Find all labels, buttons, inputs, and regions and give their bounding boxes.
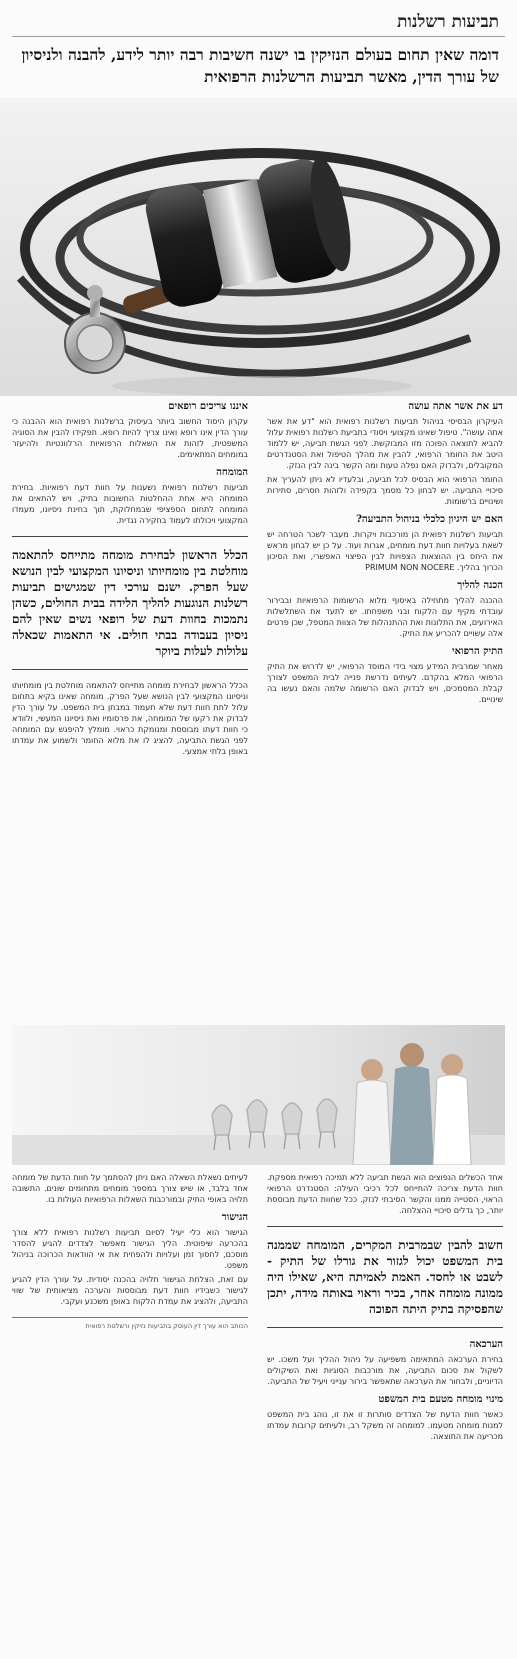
subhead-economic-logic: האם יש היגיון כלכלי בניהול התביעה? xyxy=(356,514,503,525)
paragraph: עם זאת, הצלחת הגישור תלויה בהכנה יסודית. על עורך הדין להגיע לגישור כשבידיו חוות דעת מבוססות והערכה מציאותית של שווי התביעה, ולהציג את עמדת הלקוח באופן משכנע ועקבי. xyxy=(12,1275,248,1306)
column-right-bottom xyxy=(267,1172,503,1652)
section-title: תביעות רשלנות xyxy=(397,12,499,32)
pullquote-court-expert: חשוב להבין שבמרבית המקרים, המומחה שממנה בית המשפט יכול לגזור את גורלו של התיק - לשבט או לחסד. האמת לאמיתה היא, שאילו היה ממונה מומחה אחר, בכיר וראוי באותה מידה, יתכן שהפסיקה בתיק היתה הפוכה xyxy=(267,1238,503,1316)
paragraph: ההכנה להליך מתחילה באיסוף מלוא הרשומות הרפואיות ובבירור עובדתי מקיף עם הלקוח ובני משפחתו. יש לתעד את השתלשלות האירועים, את התלונות ואת ההתנהלות של הצוות המטפל, שכן פרטים אלה עשויים להכריע את התיק. xyxy=(267,596,503,638)
subhead-the-expert: המומחה xyxy=(216,467,248,478)
paragraph: אחד הכשלים הנפוצים הוא הגשת תביעה ללא תמיכה רפואית מספקת. חוות הדעת צריכה להתייחס לכל רכיבי העילה: הסטנדרט הרפואי הראוי, הסטייה ממנו והקשר הסיבתי לנזק. ככל שחוות הדעת מבוססת יותר, כך גדלים סיכויי ההצלחה. xyxy=(267,1173,503,1215)
subhead-medical-file: התיק הרפואי xyxy=(451,646,503,657)
paragraph: בחירת הערכאה המתאימה משפיעה על ניהול ההליך ועל משכו. יש לשקול את סכום התביעה, את מורכבות הסוגיות ואת השיקולים הדיוניים, ולבחור את הערכאה שתאפשר בירור ענייני ויעיל של התביעה. xyxy=(267,1355,503,1386)
paragraph: מאחר שמרבית המידע מצוי בידי המוסד הרפואי, יש לדרוש את התיק הרפואי המלא בהקדם. לעיתים נדרשת פנייה לבית המשפט לצורך קבלת המסמכים, ויש לבדוק האם הרשומה שלמה והאם נעשו בה שינויים. xyxy=(267,662,503,704)
paragraph: כאשר חוות הדעת של הצדדים סותרות זו את זו, נוהג בית המשפט למנות מומחה מטעמו. למומחה זה משקל רב, ולעיתים קרובות עמדתו מכריעה את התוצאה. xyxy=(267,1410,503,1441)
footnote-divider xyxy=(12,1317,248,1318)
paragraph: הגישור הוא כלי יעיל לסיום תביעות רשלנות רפואית ללא צורך בהכרעה שיפוטית. הליך הגישור מאפשר לצדדים להגיע להסדר מוסכם, לחסוך זמן ועלויות ולהפחית את אי הוודאות הכרוכה בניהול משפט. xyxy=(12,1228,248,1270)
pullquote-divider xyxy=(267,1327,503,1328)
subhead-mediation: הגישור xyxy=(221,1212,248,1223)
title-divider xyxy=(12,36,505,37)
pullquote-divider xyxy=(267,1226,503,1227)
paragraph: הכלל הראשון לבחירת מומחה מתייחס להתאמה מוחלטת בין מומחיותו וניסיונו המקצועי לבין הנושא שעל הפרק. מומחה שאינו בקיא בתחום עלול לתת חוות דעת שלא תעמוד במבחן בית המשפט. על עורך הדין לבדוק את רקעו של המומחה, את פרסומיו ואת ניסיונו המעשי, ולוודא כי חוות דעתו מבוססת ומנומקת כראוי. מומלץ להיפגש עם המומחה לפני הגשת התביעה, להציג לו את מלוא החומר ולשמוע את עמדתו באופן בלתי אמצעי. xyxy=(12,681,248,756)
article-headline: דומה שאין תחום בעולם הנזיקין בו ישנה חשיבות רבה יותר לידע, להבנה ולניסיון של עורך הדין, מאשר תביעות הרשלנות הרפואית xyxy=(21,45,499,86)
subhead-the-court: הערכאה xyxy=(469,1339,503,1350)
author-footnote: הכותב הוא עורך דין העוסק בתביעות נזיקין ורשלנות רפואית xyxy=(85,1322,248,1330)
subhead-preparation: הכנה להליך xyxy=(457,580,503,591)
column-left-bottom xyxy=(12,1172,248,1652)
hero-photo-gavel-stethoscope xyxy=(0,98,517,396)
paragraph: תביעות רשלנות רפואית נשענות על חוות דעת רפואיות. בחירת המומחה היא אחת ההחלטות החשובות בתיק, ויש להתאים את המומחה לתחום הספציפי שבמחלוקת, תוך בחינת ניסיונו, מעמדו המקצועי ויכולתו לעמוד בחקירה נגדית. xyxy=(12,483,248,525)
subhead-no-need-for-doctors: איננו צריכים רופאים xyxy=(168,401,248,412)
column-left-top xyxy=(12,400,248,1025)
subhead-know-what-you-do: דע את אשר אתה עושה xyxy=(408,401,503,412)
photo-medical-team-chairs xyxy=(12,1025,505,1165)
pullquote-divider xyxy=(12,669,248,670)
paragraph: העיקרון הבסיסי בניהול תביעות רשלנות רפואית הוא "דע את אשר אתה עושה". טיפול שאינו מקצועי ויסודי בתביעת רשלנות רפואית עלול להביא לתוצאה הפוכה מזו המבוקשת. לפני הגשת תביעה, יש ללמוד היטב את החומר הרפואי, להבין את מהלך הטיפול ואת הסטנדרטים המקובלים, ולבדוק האם נפלה טעות ומה הקשר בינה לבין הנזק. xyxy=(267,417,503,470)
paragraph: לעיתים נשאלת השאלה האם ניתן להסתמך על חוות הדעת של מומחה אחד בלבד, או שיש צורך במספר מומחים מתחומים שונים. התשובה תלויה באופי התיק ובמורכבות השאלות הרפואיות העולות בו. xyxy=(12,1173,248,1204)
column-right-top xyxy=(267,400,503,1025)
pullquote-divider xyxy=(12,536,248,537)
paragraph: תביעות רשלנות רפואית הן מורכבות ויקרות. מעבר לשכר הטרחה יש לשאת בעלויות חוות דעת מומחים, אגרות ועוד. על כן יש לבחון מראש את היחס בין ההוצאות הצפויות לבין הפיצוי האפשרי, ואת הסיכון הכרוך בהליך. PRIMUM NON NOCERE xyxy=(267,530,503,572)
pullquote-expert-selection: הכלל הראשון לבחירת מומחה מתייחס להתאמה מוחלטת בין מומחיותו וניסיונו המקצועי לבין הנושא שעל הפרק. ישנם עורכי דין שמגישים תביעות רשלנות הנוגעות להליך הלידה בבית החולים, כשהן נתמכות בחוות דעת של רופאי נשים שאין להם ניסיון בעבודה בבתי חולים. אי התאמות שכאלה עלולות לעלות ביוקר xyxy=(12,548,248,658)
paragraph: החומר הרפואי הוא הבסיס לכל תביעה, ובלעדיו לא ניתן להעריך את סיכויי התביעה. יש לבחון כל מסמך בקפידה ולזהות חסרים, סתירות ושינויים ברשומות. xyxy=(267,475,503,506)
subhead-court-appointed-expert: מינוי מומחה מטעם בית המשפט xyxy=(378,1394,503,1405)
paragraph: עקרון היסוד החשוב ביותר בעיסוק ברשלנות רפואית הוא ההבנה כי עורך הדין אינו רופא ואינו צריך להיות רופא. תפקידו להבין את הסוגיה המשפטית, לזהות את השאלות הרפואיות הרלוונטיות ולהיעזר במומחים המתאימים. xyxy=(12,417,248,459)
